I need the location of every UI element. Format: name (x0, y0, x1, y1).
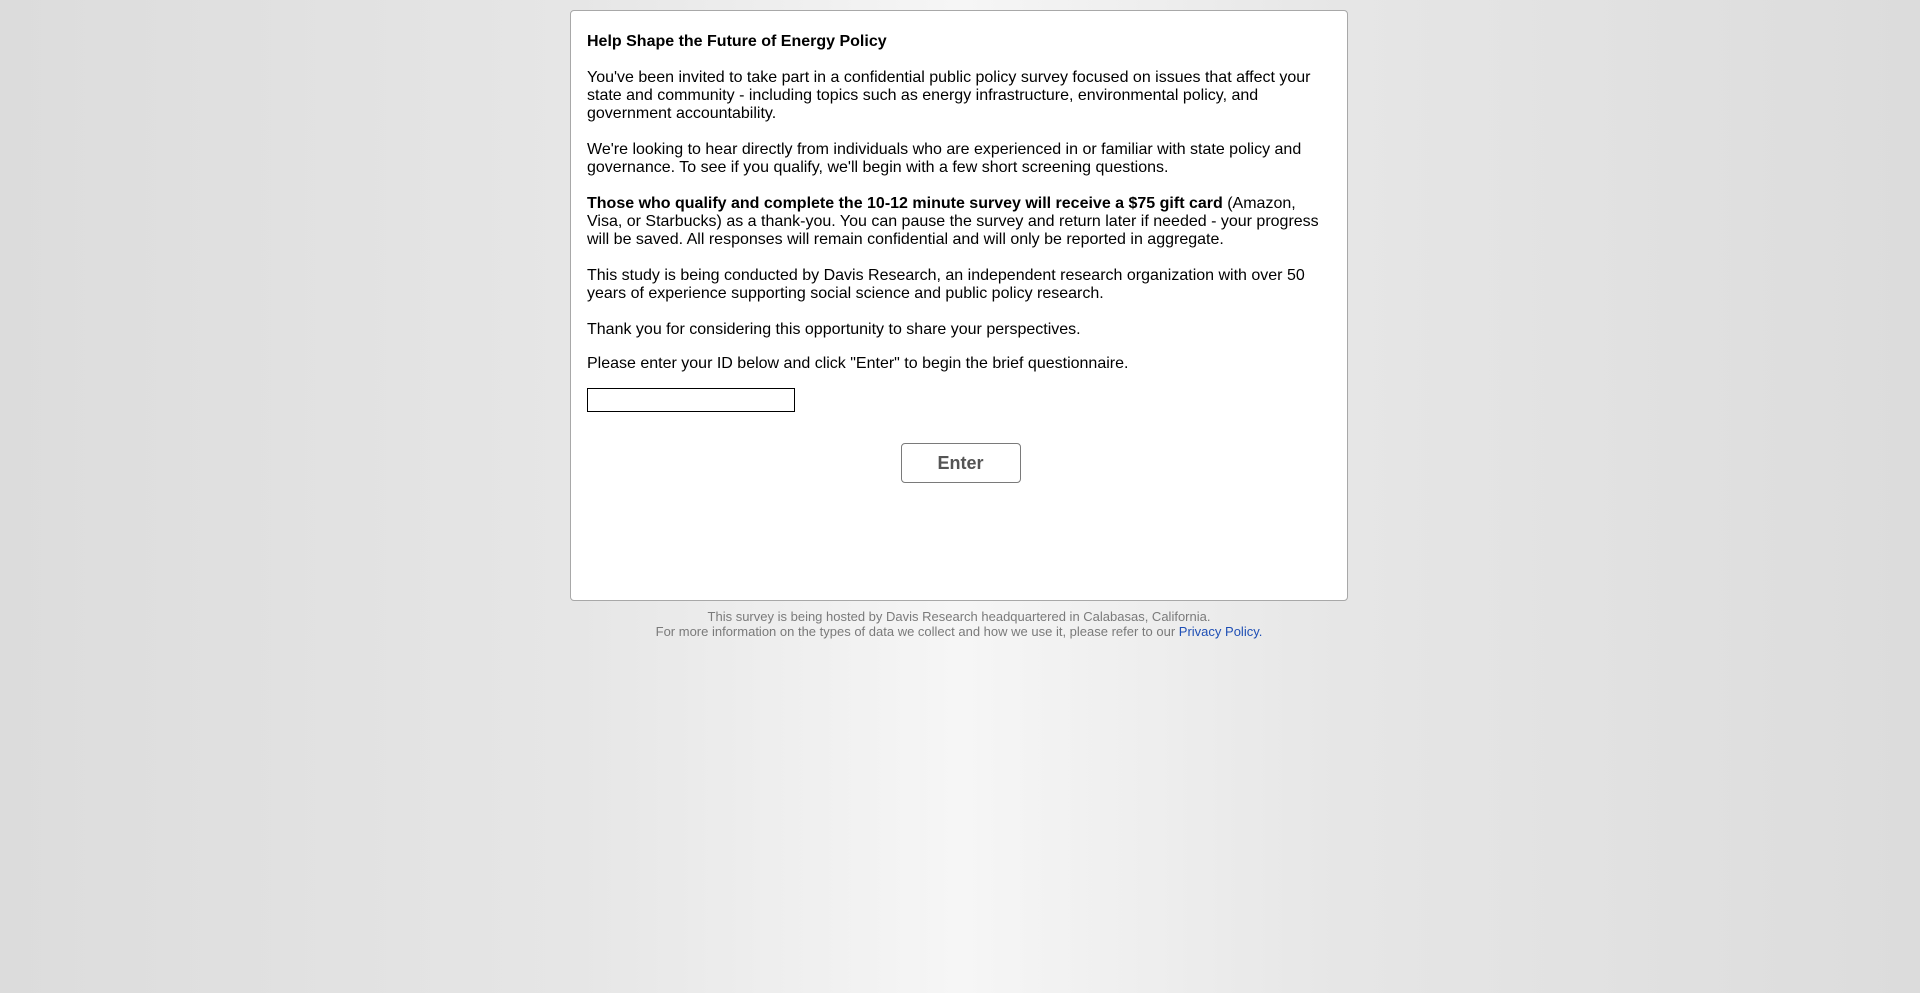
incentive-highlight: Those who qualify and complete the 10-12 minute survey will receive a $75 gift card (587, 195, 1223, 212)
button-row (587, 443, 1331, 483)
footer (570, 609, 1348, 639)
survey-card (570, 10, 1348, 601)
incentive-details: (Amazon, Visa, or Starbucks) as a thank-you. You can pause the survey and return later if needed - your progress will be saved. All responses will remain confidential and will only be reported in aggregate. (587, 195, 1319, 248)
intro-paragraph: You've been invited to take part in a confidential public policy survey focused on issues that affect your state and community - including topics such as energy infrastructure, environmental policy, and government accountability. (587, 69, 1311, 122)
footer-more-info-text: For more information on the types of data we collect and how we use it, please refer to our (655, 624, 1179, 639)
id-instruction: Please enter your ID below and click "Enter" to begin the brief questionnaire. (587, 355, 1129, 372)
conducted-by-paragraph: This study is being conducted by Davis Research, an independent research organization with over 50 years of experience supporting social science and public policy research. (587, 267, 1305, 302)
footer-privacy-line (570, 624, 1348, 639)
page-title: Help Shape the Future of Energy Policy (587, 33, 887, 50)
thank-you-paragraph: Thank you for considering this opportunity to share your perspectives. (587, 321, 1081, 338)
privacy-policy-link[interactable]: Privacy Policy. (1178, 624, 1263, 639)
footer-hosted-text: This survey is being hosted by Davis Research headquartered in Calabasas, California. (707, 609, 1211, 624)
incentive-paragraph (587, 195, 1331, 249)
qualification-paragraph: We're looking to hear directly from individuals who are experienced in or familiar with state policy and governance. To see if you qualify, we'll begin with a few short screening questions. (587, 141, 1302, 176)
enter-button[interactable]: Enter (901, 443, 1021, 483)
id-input[interactable] (587, 388, 795, 412)
